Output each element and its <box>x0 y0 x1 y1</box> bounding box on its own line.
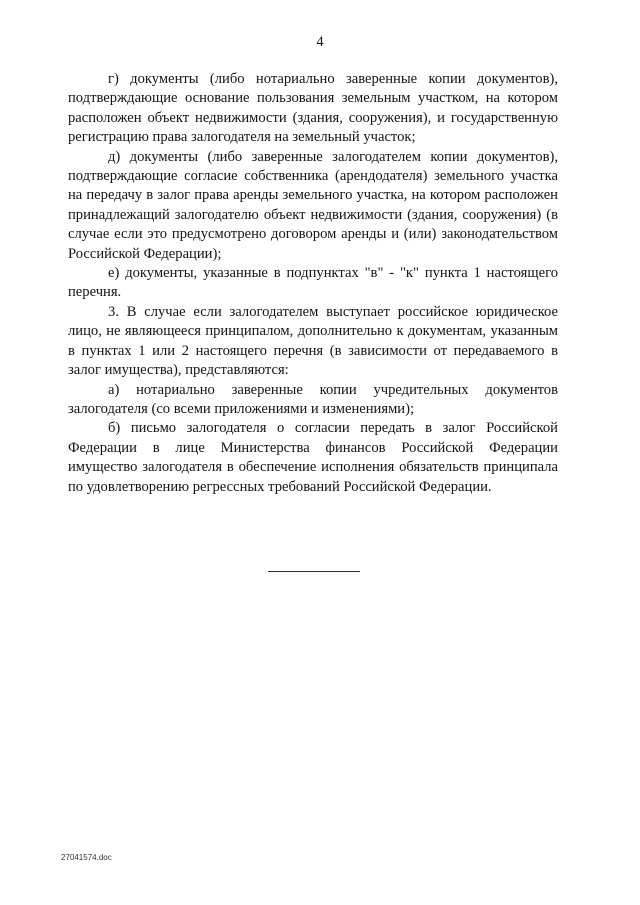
paragraph-b: б) письмо залогодателя о согласии передать в залог Российской Федерации в лице Министерства финансов Российской Федерации имущество залогодателя в обеспечение исполнения обязательств принципала по удовлетворению регрессных требований Российской Федерации. <box>68 420 558 495</box>
page-number: 4 <box>316 34 324 50</box>
paragraph-d: д) документы (либо заверенные залогодателем копии документов), подтверждающие согласие собственника (арендодателя) земельного участка на передачу в залог права аренды земельного участка, на котором расположен принадлежащий залогодателю объект недвижимости (здания, сооружения) (в случае если это предусмотрено договором аренды и (или) законодательством Российской Федерации); <box>68 148 558 262</box>
paragraph-3: 3. В случае если залогодателем выступает российское юридическое лицо, не являющееся принципалом, дополнительно к документам, указанным в пунктах 1 или 2 настоящего перечня (в зависимости от передаваемого в залог имущества), представляются: <box>68 303 558 379</box>
end-separator-line <box>268 571 360 572</box>
file-reference: 27041574.doc <box>61 853 112 862</box>
paragraph-g: г) документы (либо нотариально заверенные копии документов), подтверждающие основание пользования земельным участком, на котором расположен объект недвижимости (здания, сооружения), и государственную регистрацию права залогодателя на земельный участок; <box>68 71 558 146</box>
document-body <box>68 70 558 497</box>
paragraph-a: а) нотариально заверенные копии учредительных документов залогодателя (со всеми приложениями и изменениями); <box>68 381 558 417</box>
paragraph-e: е) документы, указанные в подпунктах "в" - "к" пункта 1 настоящего перечня. <box>68 265 558 301</box>
